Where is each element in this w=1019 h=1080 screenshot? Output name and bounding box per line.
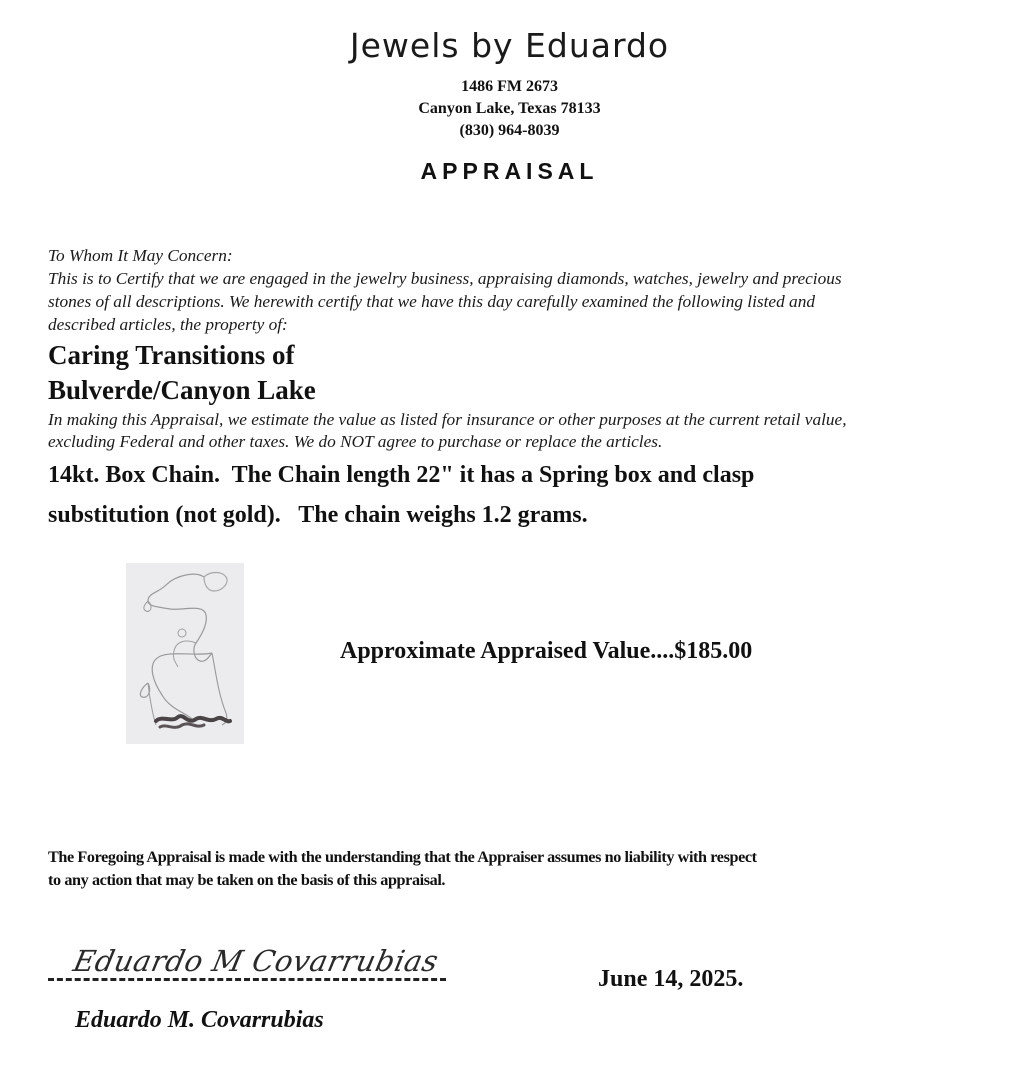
owner-line-2: Bulverde/Canyon Lake: [48, 375, 316, 405]
valuation-note-line: In making this Appraisal, we estimate the value as listed for insurance or other purposes at the current retail value,: [48, 410, 847, 429]
document-title: APPRAISAL: [420, 158, 599, 184]
appraisal-date: June 14, 2025.: [598, 966, 744, 992]
item-photo: [126, 563, 244, 744]
liability-statement: [48, 846, 948, 892]
address-line-2: Canyon Lake, Texas 78133: [418, 100, 601, 117]
phone-number: (830) 964-8039: [459, 122, 560, 139]
signature-line: [48, 978, 446, 981]
appraiser-name: Eduardo M. Covarrubias: [75, 1007, 324, 1033]
valuation-note-line: excluding Federal and other taxes. We do NOT agree to purchase or replace the articles.: [48, 432, 663, 451]
appraised-value: Approximate Appraised Value....$185.00: [340, 638, 753, 664]
item-description-line: 14kt. Box Chain. The Chain length 22" it has a Spring box and clasp: [48, 462, 755, 488]
company-address: [0, 76, 1019, 142]
chain-necklace-image: [126, 563, 244, 744]
property-owner: [48, 338, 648, 408]
intro-line: stones of all descriptions. We herewith certify that we have this day carefully examined the following listed and: [48, 292, 815, 311]
salutation: To Whom It May Concern:: [48, 246, 233, 265]
liability-line: to any action that may be taken on the basis of this appraisal.: [48, 871, 446, 889]
owner-line-1: Caring Transitions of: [48, 340, 295, 370]
item-description: [48, 455, 888, 535]
address-line-1: 1486 FM 2673: [461, 78, 558, 95]
liability-line: The Foregoing Appraisal is made with the understanding that the Appraiser assumes no liability with respect: [48, 848, 757, 866]
intro-paragraph: [48, 244, 978, 336]
valuation-note: [48, 409, 988, 453]
company-name: Jewels by Eduardo: [349, 26, 670, 65]
item-description-line: substitution (not gold). The chain weighs 1.2 grams.: [48, 502, 588, 528]
intro-line: described articles, the property of:: [48, 315, 288, 334]
handwritten-signature: Eduardo M Covarrubias: [70, 944, 442, 978]
intro-line: This is to Certify that we are engaged in the jewelry business, appraising diamonds, watches, jewelry and precious: [48, 269, 842, 288]
